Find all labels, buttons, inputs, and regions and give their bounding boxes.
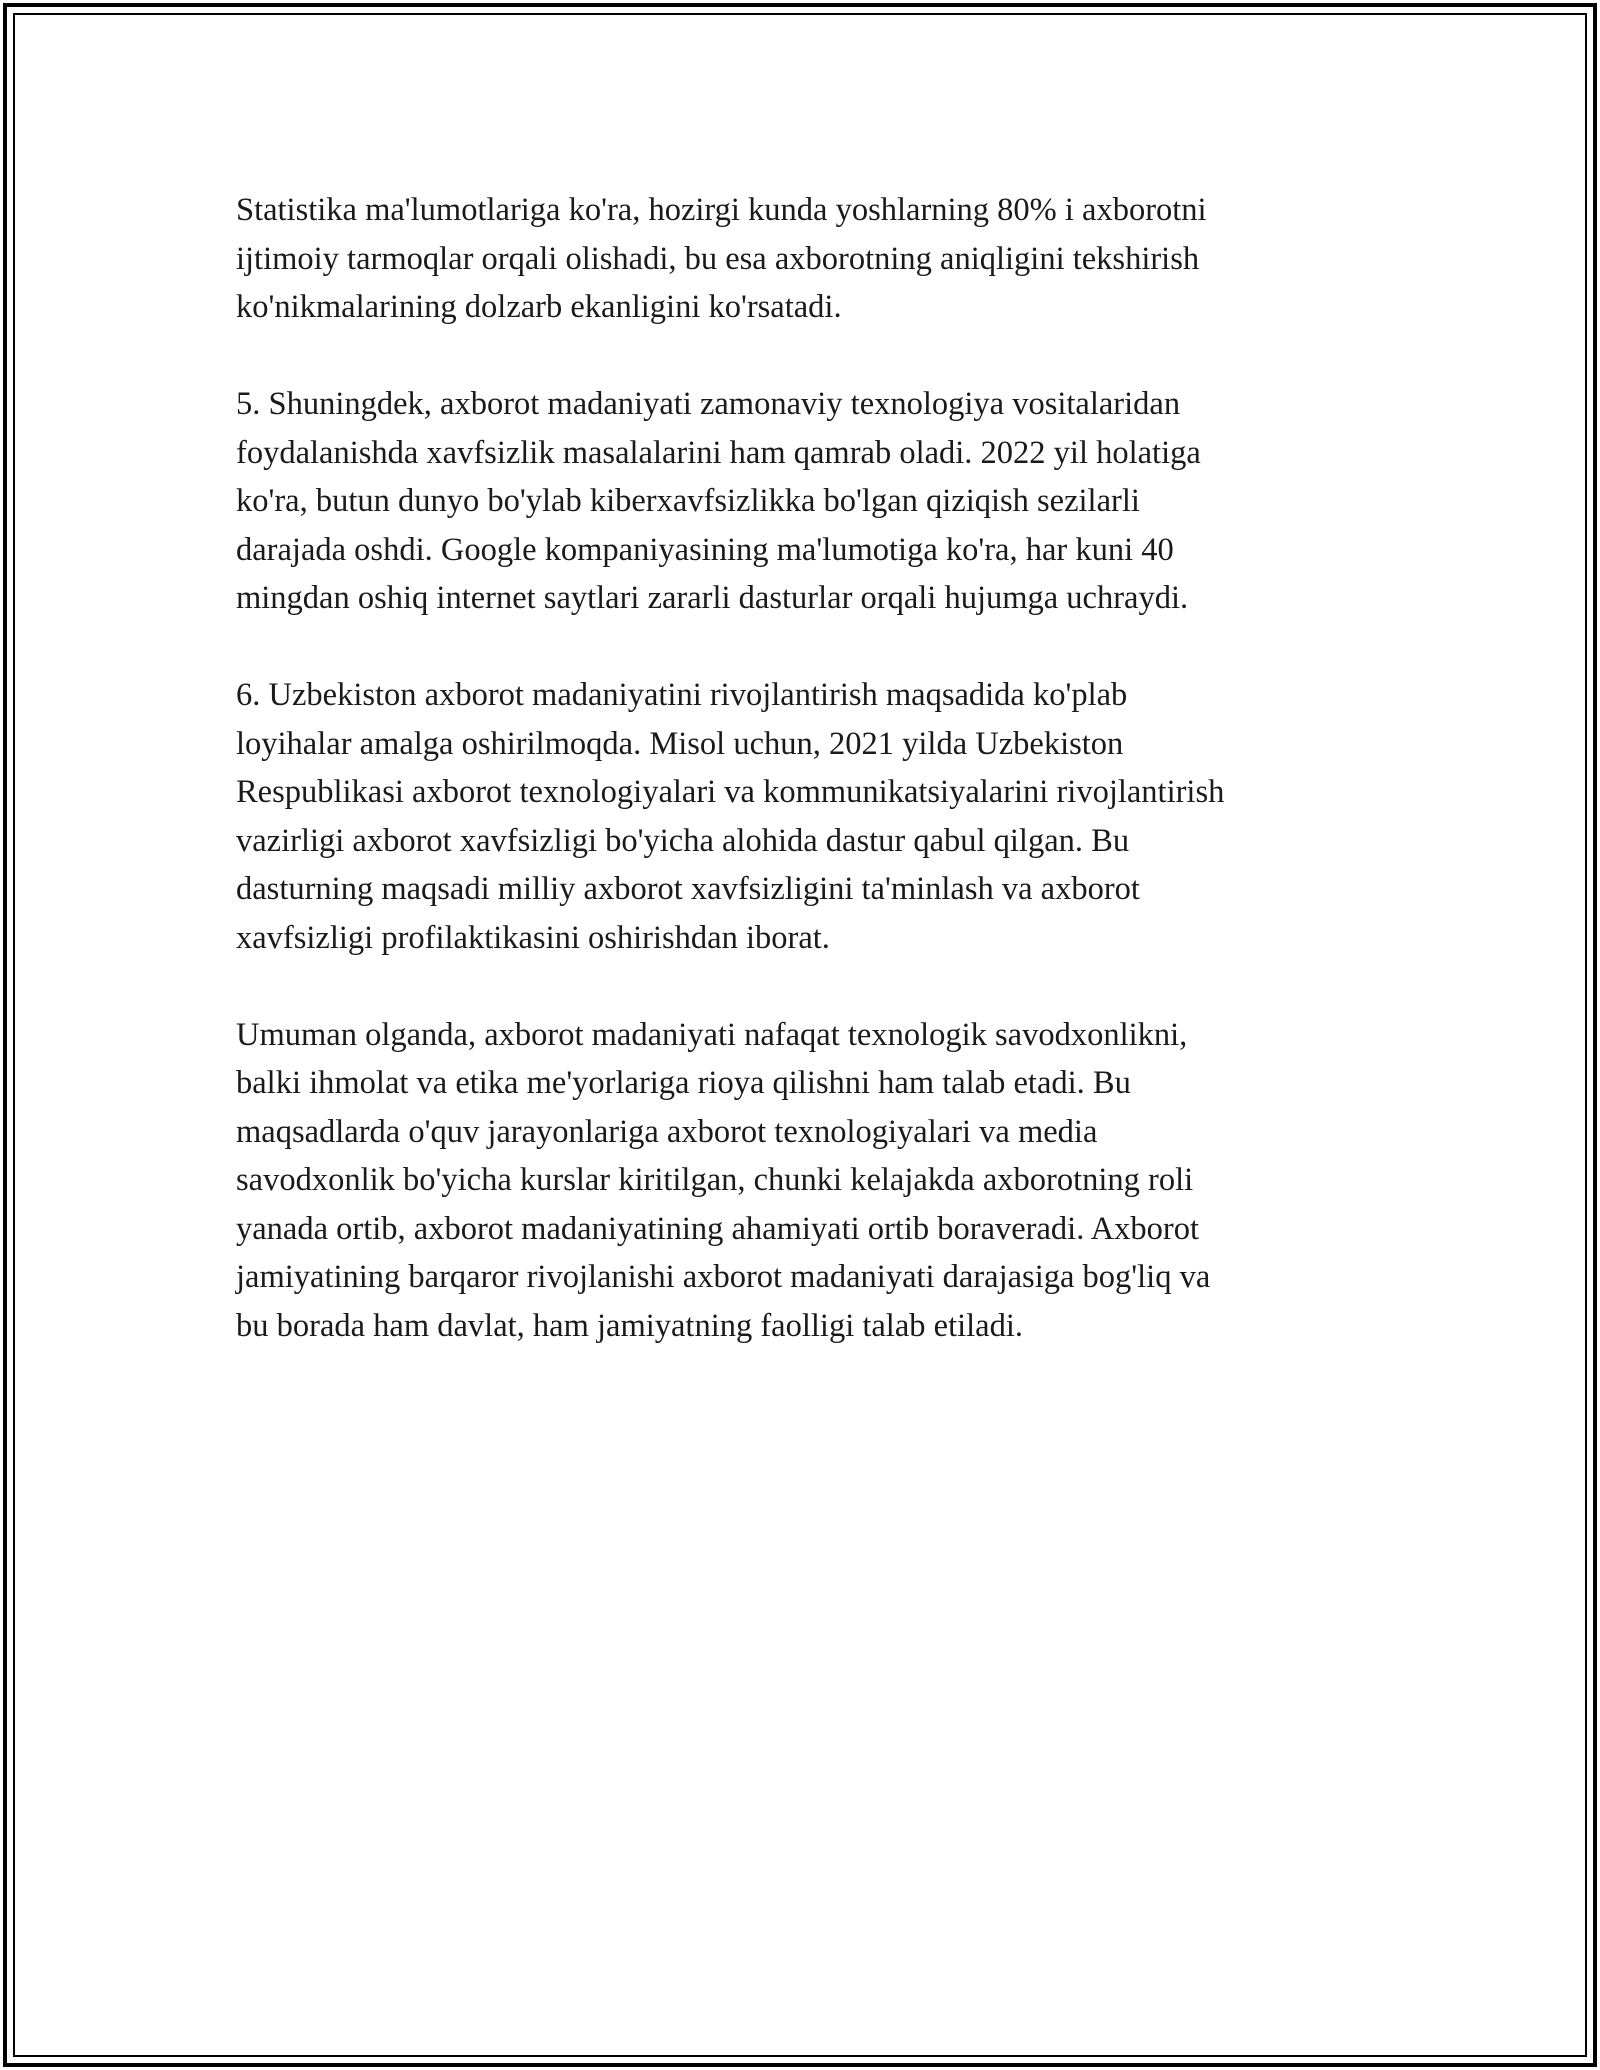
paragraph-conclusion: Umuman olganda, axborot madaniyati nafaqat texnologik savodxonlikni, balki ihmolat va etika me'yorlariga rioya qilishni ham talab etadi. Bu maqsadlarda o'quv jarayonlariga axborot texnologiyalari va media savodxonlik bo'yicha kurslar kiritilgan, chunki kelajakda axborotning roli yanada ortib, axborot madaniyatining ahamiyati ortib boraveradi. Axborot jamiyatining barqaror rivojlanishi axborot madaniyati darajasiga bog'liq va bu borada ham davlat, ham jamiyatning faolligi talab etiladi. [236,1016,1211,1344]
paragraph-point-6: 6. Uzbekiston axborot madaniyatini rivojlantirish maqsadida ko'plab loyihalar amalga oshirilmoqda. Misol uchun, 2021 yilda Uzbekiston Respublikasi axborot texnologiyalari va kommunikatsiyalarini rivojlantirish vazirligi axborot xavfsizligi bo'yicha alohida dastur qabul qilgan. Bu dasturning maqsadi milliy axborot xavfsizligini ta'minlash va axborot xavfsizligi profilaktikasini oshirishdan iborat. [236,677,1225,956]
document-body [236,186,1371,1399]
paragraph-point-5: 5. Shuningdek, axborot madaniyati zamonaviy texnologiya vositalaridan foydalanishda xavfsizlik masalalarini ham qamrab oladi. 2022 yil holatiga ko'ra, butun dunyo bo'ylab kiberxavfsizlikka bo'lgan qiziqish sezilarli darajada oshdi. Google kompaniyasining ma'lumotiga ko'ra, har kuni 40 mingdan oshiq internet saytlari zararli dasturlar orqali hujumga uchraydi. [236,386,1201,616]
paragraph-statistics: Statistika ma'lumotlariga ko'ra, hozirgi kunda yoshlarning 80% i axborotni ijtimoiy tarmoqlar orqali olishadi, bu esa axborotning aniqligini tekshirish ko'nikmalarining dolzarb ekanligini ko'rsatadi. [236,192,1207,325]
